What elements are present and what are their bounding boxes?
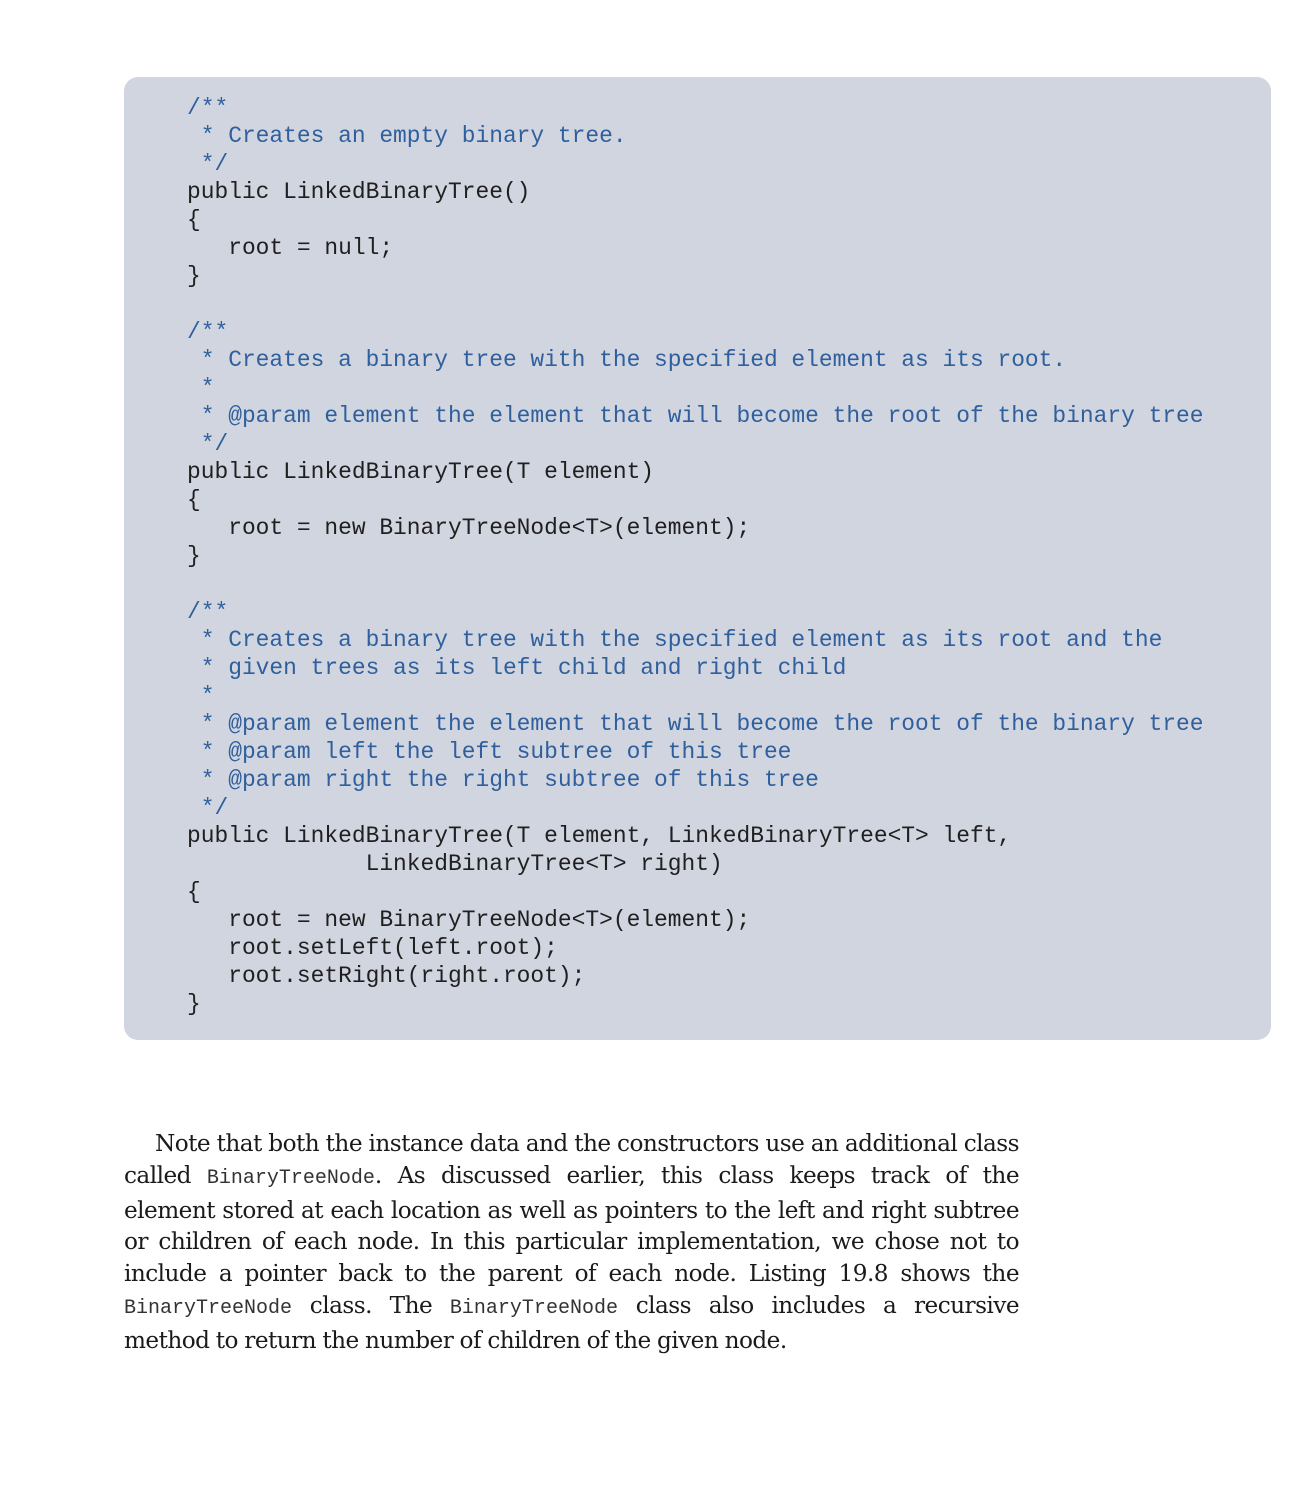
code-comment-line: * @param left the left subtree of this tree — [187, 739, 792, 765]
inline-code: BinaryTreeNode — [124, 1296, 293, 1320]
code-comment-line: * — [187, 375, 215, 401]
code-line: LinkedBinaryTree<T> right) — [187, 851, 723, 877]
code-line: { — [187, 879, 201, 905]
code-line: root = null; — [187, 235, 394, 261]
code-line: { — [187, 207, 201, 233]
inline-code: BinaryTreeNode — [206, 1166, 375, 1190]
paragraph-text: . As discussed earlier, this class keeps track of the element stored at each location as well as pointers to the left and right subtree or children of each node. In this particular implementation, we chose not to include a pointer back to the parent of each node. Listing 19.8 shows the — [124, 1161, 1019, 1288]
code-line — [187, 290, 1204, 318]
code-line: } — [187, 263, 201, 289]
code-line: root.setLeft(left.root); — [187, 935, 558, 961]
paragraph-text: Note that both the instance data and the constructors use an additional class called — [124, 1130, 1019, 1189]
code-comment-line: */ — [187, 795, 229, 821]
code-comment-line: /** — [187, 95, 229, 121]
code-comment-line: /** — [187, 599, 229, 625]
code-line: { — [187, 487, 201, 513]
code-line — [187, 570, 1204, 598]
code-listing — [187, 94, 1204, 1018]
code-line: } — [187, 991, 201, 1017]
code-line: public LinkedBinaryTree(T element) — [187, 459, 655, 485]
code-line: root = new BinaryTreeNode<T>(element); — [187, 515, 751, 541]
inline-code: BinaryTreeNode — [449, 1296, 618, 1320]
code-comment-line: * @param right the right subtree of this tree — [187, 767, 819, 793]
code-comment-line: * Creates a binary tree with the specified element as its root. — [187, 347, 1067, 373]
paragraph-text: class. The — [292, 1291, 450, 1319]
code-comment-line: * — [187, 683, 215, 709]
code-comment-line: * @param element the element that will become the root of the binary tree — [187, 711, 1204, 737]
body-paragraph — [124, 1128, 1019, 1357]
code-comment-line: */ — [187, 151, 229, 177]
paragraph-text: class also includes a recursive method to return the number of children of the given node. — [124, 1291, 1020, 1354]
code-comment-line: */ — [187, 431, 229, 457]
code-comment-line: * Creates a binary tree with the specified element as its root and the — [187, 627, 1163, 653]
code-line: public LinkedBinaryTree() — [187, 179, 531, 205]
code-comment-line: /** — [187, 319, 229, 345]
code-comment-line: * given trees as its left child and right child — [187, 655, 847, 681]
code-line: public LinkedBinaryTree(T element, LinkedBinaryTree<T> left, — [187, 823, 1012, 849]
code-line: root.setRight(right.root); — [187, 963, 586, 989]
code-comment-line: * Creates an empty binary tree. — [187, 123, 627, 149]
code-line: } — [187, 543, 201, 569]
code-line: root = new BinaryTreeNode<T>(element); — [187, 907, 751, 933]
code-comment-line: * @param element the element that will become the root of the binary tree — [187, 403, 1204, 429]
